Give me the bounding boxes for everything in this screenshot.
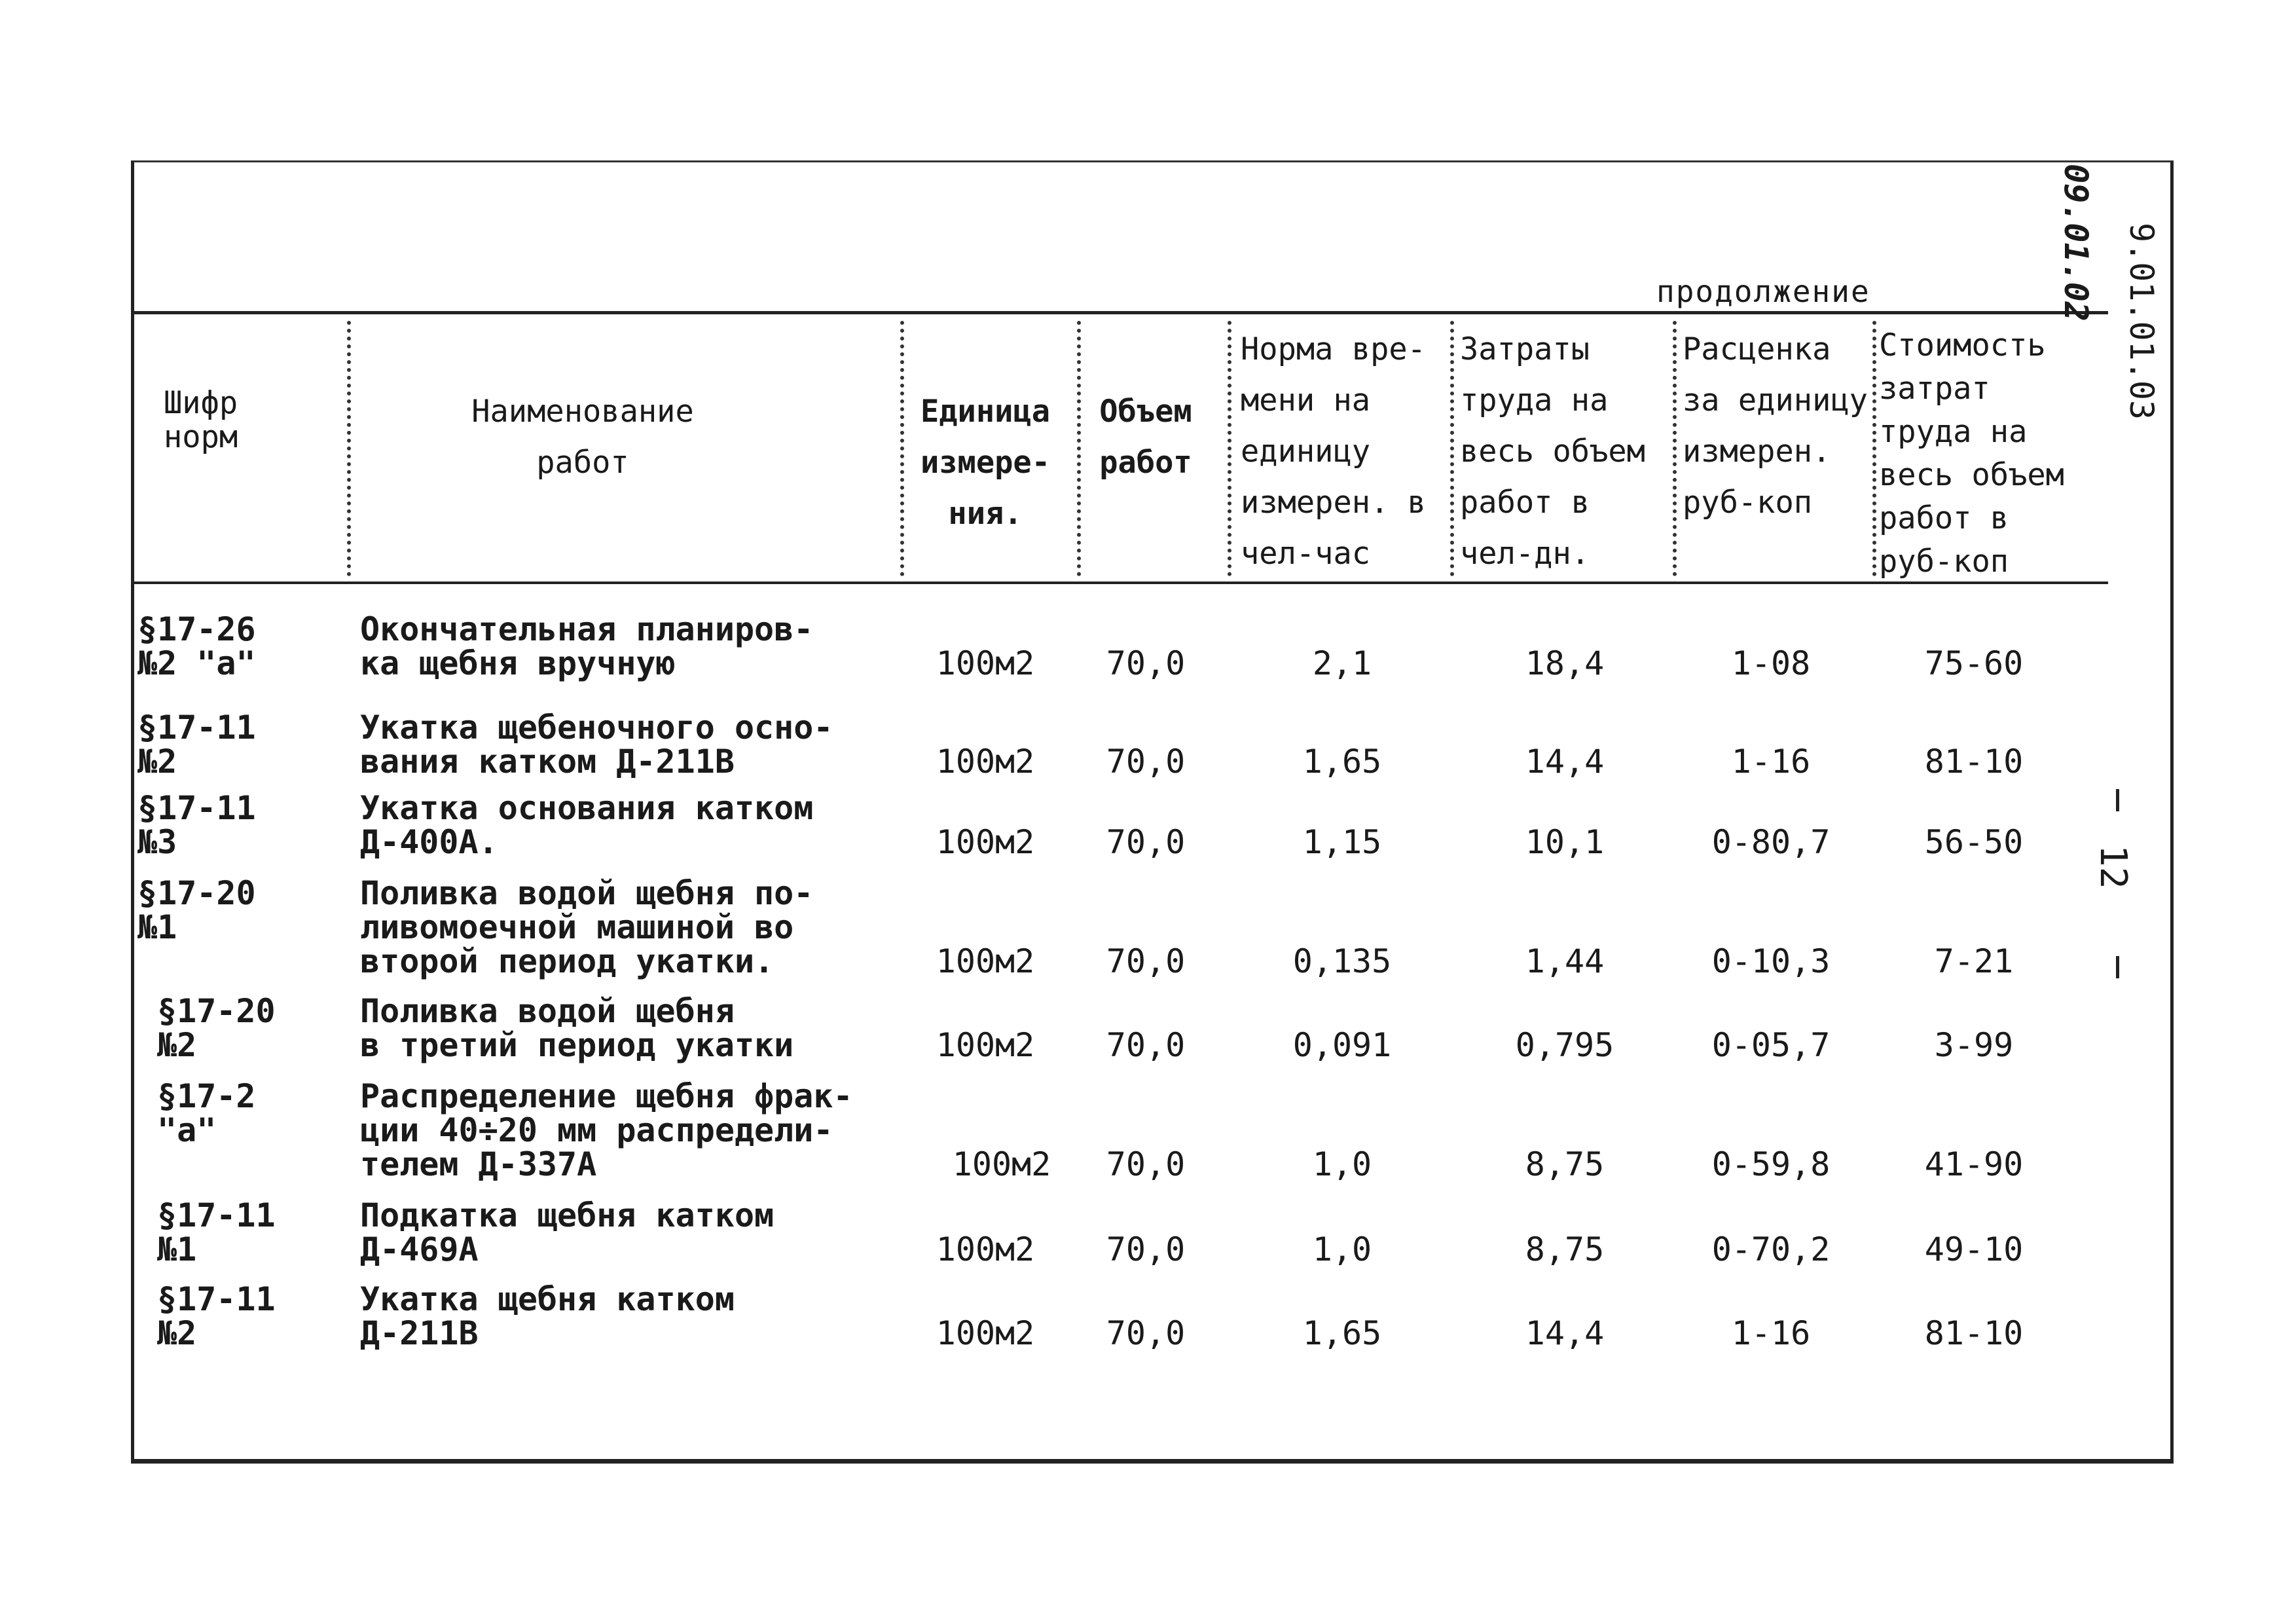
cell-name: Укатка щебня катком Д-211В [360,1280,735,1352]
col-separator [1673,321,1677,576]
col-head-time-norm: Норма вре- мени на единицу измерен. в чел-час [1241,331,1426,572]
cell-unit: 100м2 [936,823,1035,861]
cell-unit: 100м2 [936,743,1035,781]
cell-volume: 70,0 [1106,1314,1186,1352]
side-code: 9.01.01.03 [2123,223,2160,420]
col-separator [1450,321,1454,576]
cell-name: Укатка щебеночного осно- вания катком Д-211В [360,709,833,781]
cell-unit: 100м2 [936,942,1035,980]
col-head-unit: Единица измере- ния. [920,394,1051,532]
cell-code: §17-11 №3 [137,789,256,861]
page-number-tick-top [2116,789,2119,811]
cell-cost: 75-60 [1924,644,2024,682]
cell-unit: 100м2 [936,644,1035,682]
col-head-cost: Стоимость затрат труда на весь объем работ в руб-коп [1879,327,2064,580]
cell-name: Распределение щебня фрак- ции 40÷20 мм распредели- телем Д-337А [360,1077,853,1183]
cell-cost: 49-10 [1924,1230,2024,1268]
cell-labor: 14,4 [1525,1314,1605,1352]
cell-volume: 70,0 [1106,823,1186,861]
cell-volume: 70,0 [1106,743,1186,781]
cell-labor: 8,75 [1525,1145,1605,1183]
cell-name: Поливка водой щебня по- ливомоечной машиной во второй период укатки. [360,874,814,980]
cell-code: §17-11 №2 [157,1280,276,1352]
cell-name: Подкатка щебня катком Д-469А [360,1196,774,1268]
col-separator [1077,321,1081,576]
cell-name: Укатка основания катком Д-400А. [360,789,814,861]
table-header-rule [131,581,2108,584]
cell-labor: 10,1 [1525,823,1605,861]
cell-volume: 70,0 [1106,644,1186,682]
cell-volume: 70,0 [1106,1145,1186,1183]
cell-cost: 81-10 [1924,1314,2024,1352]
cell-labor: 8,75 [1525,1230,1605,1268]
cell-labor: 14,4 [1525,743,1605,781]
col-separator [347,321,351,576]
side-code-rotated: 09.01.02 [2057,164,2095,322]
cell-time-norm: 1,0 [1312,1145,1372,1183]
col-head-code: Шифр норм [164,385,238,455]
cell-rate: 1-16 [1731,743,1811,781]
col-head-labor: Затраты труда на весь объем работ в чел-дн. [1460,331,1645,572]
cell-name: Поливка водой щебня в третий период укатки [360,992,794,1064]
cell-labor: 18,4 [1525,644,1605,682]
cell-rate: 0-10,3 [1711,942,1831,980]
cell-rate: 0-05,7 [1711,1026,1831,1064]
cell-rate: 1-16 [1731,1314,1811,1352]
col-separator [1872,321,1876,576]
cell-rate: 0-59,8 [1711,1145,1831,1183]
cell-cost: 3-99 [1934,1026,2014,1064]
cell-unit: 100м2 [936,1230,1035,1268]
col-head-rate: Расценка за единицу измерен. руб-коп [1683,331,1868,521]
cell-time-norm: 2,1 [1312,644,1372,682]
page-number-tick-bottom [2116,956,2119,978]
cell-unit: 100м2 [952,1145,1051,1183]
cell-cost: 56-50 [1924,823,2024,861]
cell-time-norm: 1,15 [1302,823,1382,861]
cell-labor: 1,44 [1525,942,1605,980]
cell-code: §17-20 №1 [137,874,256,946]
col-head-name: Наименование работ [471,394,694,481]
cell-rate: 1-08 [1731,644,1811,682]
cell-name: Окончательная планиров- ка щебня вручную [360,610,814,682]
col-head-volume: Объем работ [1099,394,1192,481]
cell-volume: 70,0 [1106,1230,1186,1268]
cell-code: §17-11 №2 [137,709,256,781]
cell-cost: 41-90 [1924,1145,2024,1183]
cell-time-norm: 1,65 [1302,1314,1382,1352]
cell-cost: 7-21 [1934,942,2014,980]
col-separator [1228,321,1231,576]
cell-rate: 0-70,2 [1711,1230,1831,1268]
cell-time-norm: 0,135 [1292,942,1392,980]
table-top-rule [131,311,2108,314]
cell-code: §17-20 №2 [157,992,276,1064]
cell-unit: 100м2 [936,1026,1035,1064]
cell-rate: 0-80,7 [1711,823,1831,861]
cell-volume: 70,0 [1106,1026,1186,1064]
cell-code: §17-26 №2 "а" [137,610,256,682]
cell-time-norm: 1,65 [1302,743,1382,781]
col-separator [900,321,904,576]
continuation-label: продолжение [1656,274,1870,309]
cell-time-norm: 0,091 [1292,1026,1392,1064]
cell-time-norm: 1,0 [1312,1230,1372,1268]
cell-code: §17-2 "а" [157,1077,256,1149]
cell-code: §17-11 №1 [157,1196,276,1268]
cell-labor: 0,795 [1515,1026,1614,1064]
cell-unit: 100м2 [936,1314,1035,1352]
cell-cost: 81-10 [1924,743,2024,781]
page-number: 12 [2092,845,2134,889]
cell-volume: 70,0 [1106,942,1186,980]
